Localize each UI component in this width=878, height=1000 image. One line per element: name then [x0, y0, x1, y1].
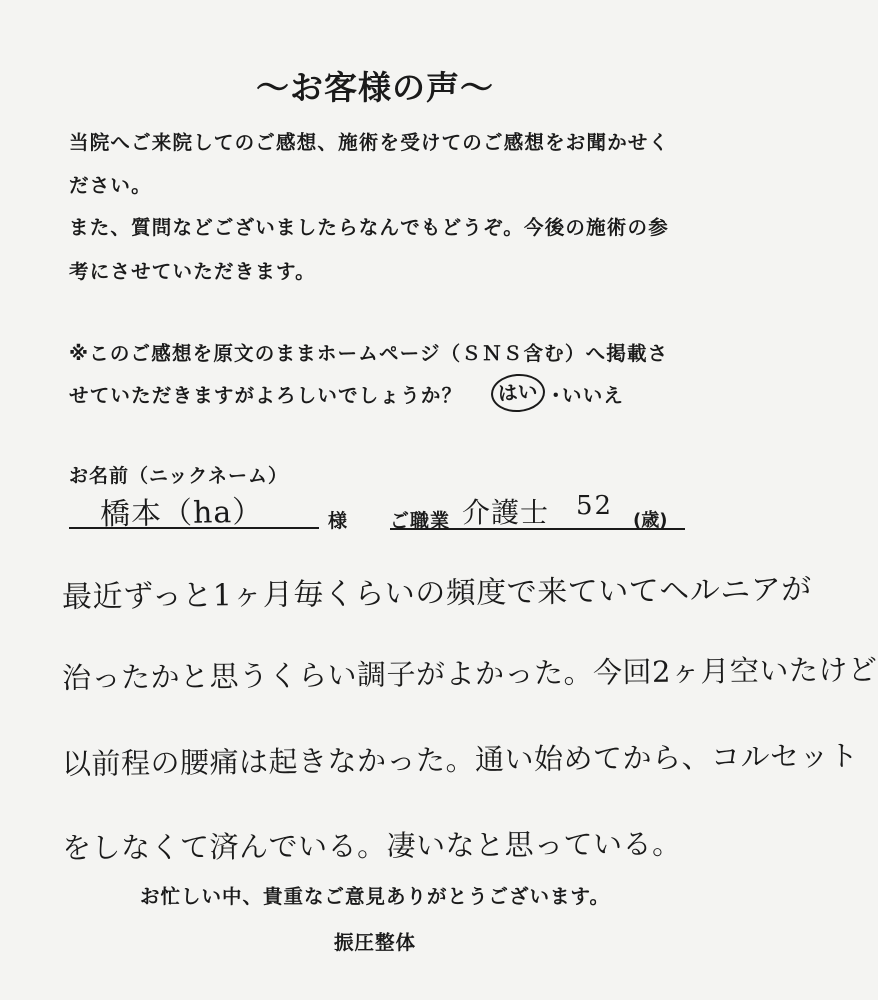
handwritten-comment-line-1: 最近ずっと1ヶ月毎くらいの頻度で来ていてヘルニアが — [61, 572, 812, 615]
occupation-field-value[interactable]: 介護士 — [462, 496, 550, 529]
intro-line-3: また、質問などございましたらなんでもどうぞ。今後の施術の参 — [69, 216, 669, 239]
age-field-value[interactable]: 52 — [576, 491, 614, 521]
consent-yes-option-circled[interactable]: はい — [490, 372, 547, 414]
occupation-age-underline — [390, 528, 685, 530]
handwritten-comment-line-4: をしなくて済んでいる。凄いなと思っている。 — [61, 826, 682, 865]
consent-question-line-2: せていただきますがよろしいでしょうか？ — [69, 384, 463, 407]
intro-line-1: 当院へご来院してのご感想、施術を受けてのご感想をお聞かせく — [69, 131, 670, 154]
thank-you-message: お忙しい中、貴重なご意見ありがとうございます。 — [140, 885, 610, 908]
consent-no-option[interactable]: いいえ — [562, 384, 625, 407]
clinic-name: 振圧整体 — [333, 931, 416, 954]
handwritten-comment-line-3: 以前程の腰痛は起きなかった。通い始めてから、コルセット — [61, 738, 859, 781]
age-field-label: (歳) — [633, 510, 668, 531]
consent-option-separator: ・ — [546, 384, 566, 407]
consent-question-line-1: ※このご感想を原文のままホームページ（ＳＮＳ含む）へ掲載さ — [69, 342, 669, 365]
handwritten-comment-line-2: 治ったかと思うくらい調子がよかった。今回2ヶ月空いたけど — [61, 652, 878, 695]
name-field-value[interactable]: 橋本（ha） — [99, 494, 264, 533]
intro-line-2: ださい。 — [69, 174, 152, 197]
name-field-label: お名前（ニックネーム） — [69, 465, 289, 487]
page-title: ～お客様の声～ — [256, 68, 494, 107]
honorific-label: 様 — [328, 510, 348, 532]
intro-line-4: 考にさせていただきます。 — [69, 260, 316, 283]
name-field-underline — [69, 527, 319, 529]
occupation-field-label: ご職業 — [390, 510, 451, 532]
